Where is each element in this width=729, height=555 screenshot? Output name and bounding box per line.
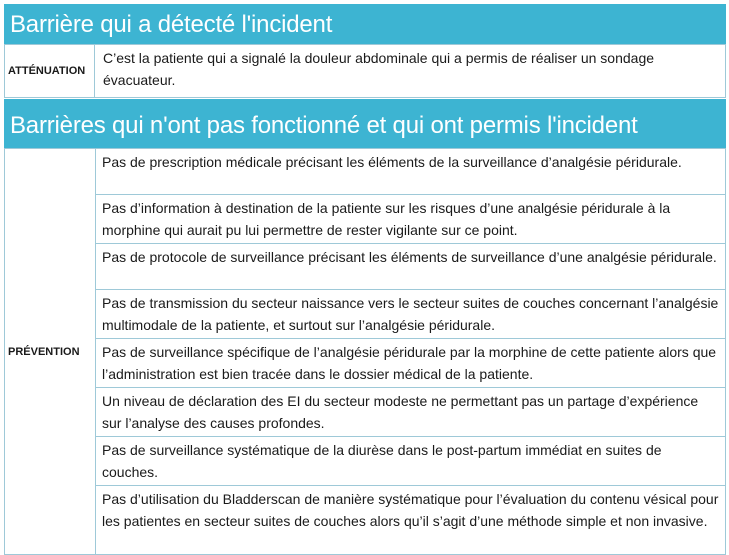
row-text: C’est la patiente qui a signalé la douleur abdominale qui a permis de réaliser un sondage évacuateur. xyxy=(95,45,726,98)
table-row xyxy=(5,437,726,486)
table-row xyxy=(5,45,726,98)
barrier-item: Pas de protocole de surveillance précisant les éléments de surveillance d’une analgésie péridurale. xyxy=(96,244,726,290)
barrier-item: Pas de transmission du secteur naissance vers le secteur suites de couches concernant l’analgésie multimodale de la patiente, et surtout sur l’analgésie péridurale. xyxy=(96,290,726,339)
barrier-item: Pas d’information à destination de la patiente sur les risques d’une analgésie péridurale à la morphine qui aurait pu lui permettre de rester vigilante sur ce point. xyxy=(96,195,726,244)
failed-barriers-section xyxy=(4,99,726,555)
barrier-item: Un niveau de déclaration des EI du secteur modeste ne permettant pas un partage d’expérience sur l’analyse des causes profondes. xyxy=(96,388,726,437)
barrier-item: Pas d’utilisation du Bladderscan de manière systématique pour l’évaluation du contenu vésical pour les patientes en secteur suites de couches alors qu’il s’agit d’une méthode simple et non invasive. xyxy=(96,486,726,555)
table-row xyxy=(5,149,726,195)
table-row xyxy=(5,244,726,290)
row-label: ATTÉNUATION xyxy=(5,45,95,98)
barrier-item: Pas de prescription médicale précisant les éléments de la surveillance d’analgésie péridurale. xyxy=(96,149,726,195)
table-row xyxy=(5,388,726,437)
failed-barriers-title: Barrières qui n'ont pas fonctionné et qui ont permis l'incident xyxy=(4,99,726,148)
row-label: PRÉVENTION xyxy=(5,149,96,555)
barrier-item: Pas de surveillance systématique de la diurèse dans le post-partum immédiat en suites de couches. xyxy=(96,437,726,486)
table-row xyxy=(5,290,726,339)
detected-barrier-title: Barrière qui a détecté l'incident xyxy=(4,4,726,44)
detected-barrier-section xyxy=(4,4,726,98)
table-row xyxy=(5,486,726,555)
table-row xyxy=(5,195,726,244)
failed-barriers-table xyxy=(4,148,726,555)
table-row xyxy=(5,339,726,388)
barrier-item: Pas de surveillance spécifique de l’analgésie péridurale par la morphine de cette patiente alors que l’administration est bien tracée dans le dossier médical de la patiente. xyxy=(96,339,726,388)
detected-barrier-table xyxy=(4,44,726,98)
